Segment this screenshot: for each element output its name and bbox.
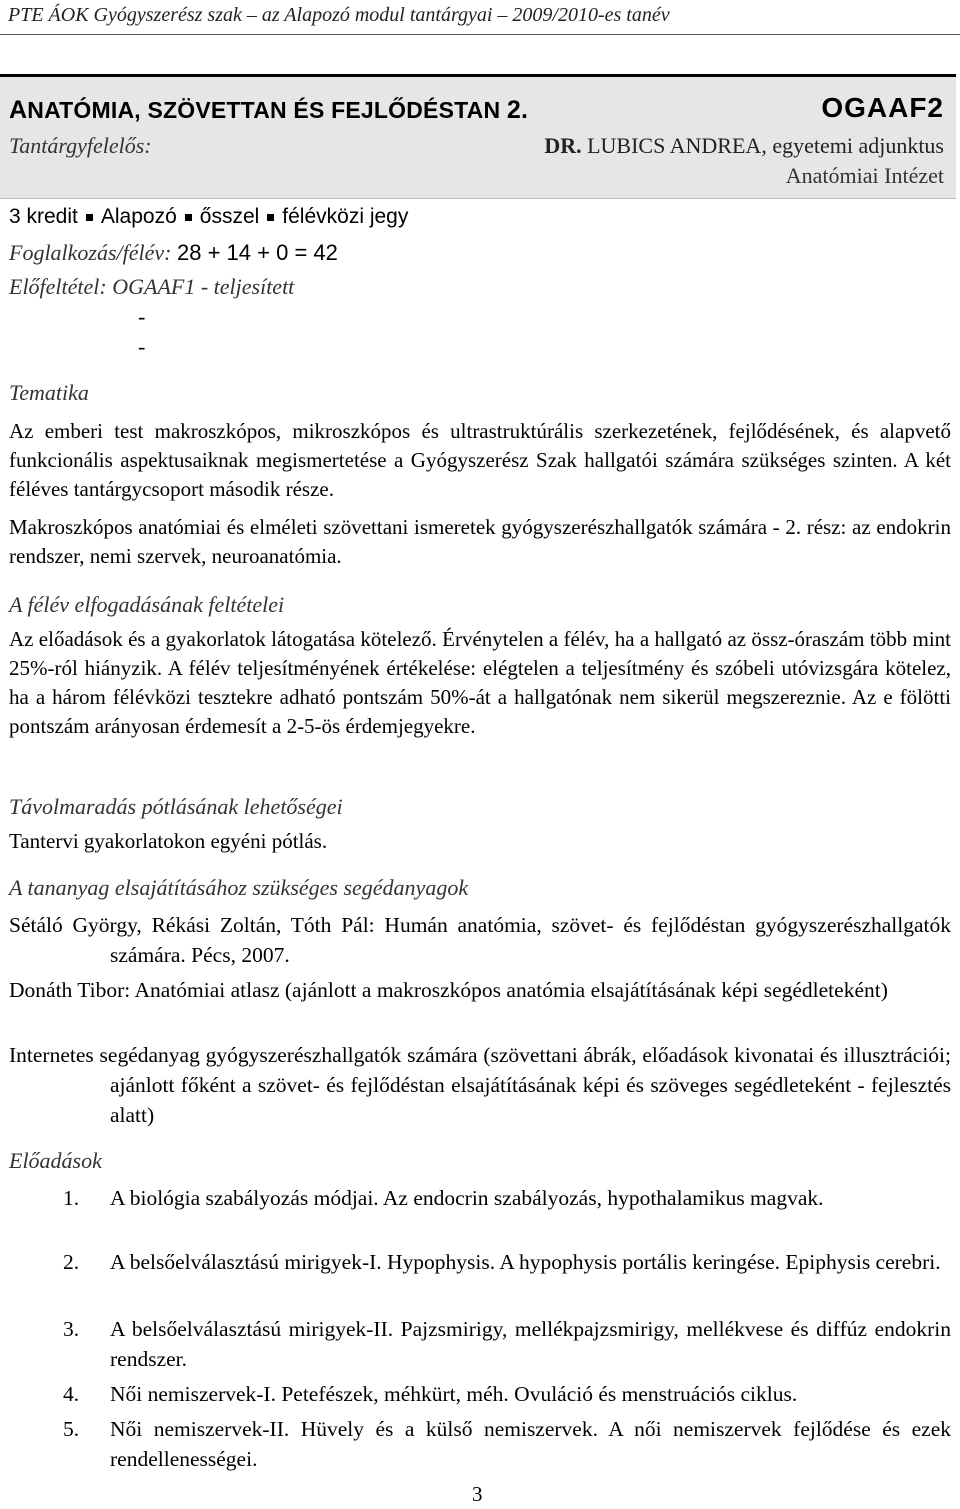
credits: 3 kredit xyxy=(9,205,78,228)
responsible-name xyxy=(544,133,944,159)
material-item: Donáth Tibor: Anatómiai atlasz (ajánlott a makroszkópos anatómia elsajátításának képi segédleteként) xyxy=(9,978,888,1002)
square-bullet-icon xyxy=(86,214,93,221)
prerequisite-dash-2: - xyxy=(138,334,146,359)
hours-label: Foglalkozás/félév: xyxy=(9,240,172,265)
conditions-paragraph: Az előadások és a gyakorlatok látogatása kötelező. Érvénytelen a félév, ha a hallgató az össz-óraszám több mint 25%-ról hiányzik. A félév teljesítményének értékelése: elégtelen a teljesítmény és szóbeli utóvizsgára kötelez, ha a három félévközi tesztekre adható pontszám 50%-át a hallgatónak nem sikerül megszereznie. Az e fölötti pontszám arányosan érdemesít a 2-5-ös érdemjegyekre. xyxy=(9,627,951,738)
square-bullet-icon xyxy=(267,214,274,221)
prerequisite-value: OGAAF1 - teljesített xyxy=(112,274,295,299)
prerequisite-dash-1: - xyxy=(138,304,146,329)
header-rule xyxy=(0,34,960,35)
lecture-item xyxy=(9,1247,951,1277)
lecture-item xyxy=(9,1183,951,1213)
lecture-number: 5. xyxy=(63,1417,80,1441)
course-title-text: NATÓMIA, SZÖVETTAN ÉS FEJLŐDÉSTAN xyxy=(27,97,501,123)
course-title-number: 2. xyxy=(506,96,529,124)
tematika-paragraph-2: Makroszkópos anatómiai és elméleti szövettani ismeretek gyógyszerészhallgatók számára - 2. rész: az endokrin rendszer, nemi szervek, neuroanatómia. xyxy=(9,515,951,568)
lecture-text: A belsőelválasztású mirigyek-II. Pajzsmirigy, mellékpajzsmirigy, mellékvese és diffúz endokrin rendszer. xyxy=(110,1317,951,1371)
tematika-heading: Tematika xyxy=(9,380,89,405)
absence-heading: Távolmaradás pótlásának lehetőségei xyxy=(9,794,343,819)
conditions-heading: A félév elfogadásának feltételei xyxy=(9,592,285,617)
running-header: PTE ÁOK Gyógyszerész szak – az Alapozó modul tantárgyai – 2009/2010-es tanév xyxy=(8,4,670,26)
course-title xyxy=(9,96,528,125)
lecture-item xyxy=(9,1314,951,1374)
lecture-text: Női nemiszervek-II. Hüvely és a külső nemiszervek. A női nemiszervek fejlődése és ezek rendellenességei. xyxy=(110,1417,951,1471)
semester: ősszel xyxy=(199,205,260,228)
responsible-last-name: ANDREA xyxy=(669,133,762,158)
hours-value: 28 + 14 + 0 = 42 xyxy=(177,240,338,265)
lecture-number: 2. xyxy=(63,1250,80,1274)
responsible-rank: , egyetemi adjunktus xyxy=(761,133,944,158)
lecture-text: Női nemiszervek-I. Petefészek, méhkürt, méh. Ovuláció és menstruációs ciklus. xyxy=(110,1382,798,1406)
lectures-heading: Előadások xyxy=(9,1148,102,1173)
prerequisite-label: Előfeltétel: xyxy=(9,274,107,299)
module: Alapozó xyxy=(100,205,177,228)
responsible-title: DR. xyxy=(544,133,582,158)
course-meta-line xyxy=(9,205,408,229)
material-item: Internetes segédanyag gyógyszerészhallgatók számára (szövettani ábrák, előadások kivonatai és illusztrációi; ajánlott főként a szövet- és fejlődéstan elsajátításának képi és szöveges segédleteként - fejlesztés alatt) xyxy=(9,1043,951,1127)
lecture-item xyxy=(9,1414,951,1474)
square-bullet-icon xyxy=(185,214,192,221)
lecture-item xyxy=(9,1379,951,1409)
lecture-number: 4. xyxy=(63,1382,80,1406)
prerequisite-line xyxy=(9,274,294,300)
materials-heading: A tananyag elsajátításához szükséges segédanyagok xyxy=(9,875,469,900)
lecture-number: 3. xyxy=(63,1317,80,1341)
lecture-number: 1. xyxy=(63,1186,80,1210)
course-code: OGAAF2 xyxy=(821,92,944,123)
responsible-label: Tantárgyfelelős: xyxy=(9,133,152,158)
lecture-text: A belsőelválasztású mirigyek-I. Hypophysis. A hypophysis portális keringése. Epiphysis cerebri. xyxy=(110,1250,941,1274)
lecture-text: A biológia szabályozás módjai. Az endocrin szabályozás, hypothalamikus magvak. xyxy=(110,1186,824,1210)
page-number: 3 xyxy=(472,1482,483,1506)
material-item: Sétáló György, Rékási Zoltán, Tóth Pál: Humán anatómia, szövet- és fejlődéstan gyógyszerészhallgatók számára. Pécs, 2007. xyxy=(9,913,951,967)
responsible-first-name: LUBICS xyxy=(587,133,666,158)
absence-paragraph: Tantervi gyakorlatokon egyéni pótlás. xyxy=(9,829,328,853)
hours-line xyxy=(9,240,338,266)
assessment-type: félévközi jegy xyxy=(282,205,409,228)
course-title-initial: A xyxy=(9,96,28,124)
tematika-paragraph: Az emberi test makroszkópos, mikroszkópos és ultrastruktúrális szerkezetének, fejlődésének, és alapvető funkcionális aspektusaiknak megismertetése a Gyógyszerész Szak hallgatói számára szükséges szinten. A két féléves tantárgycsoport második része. xyxy=(9,419,951,501)
responsible-institute: Anatómiai Intézet xyxy=(785,163,944,188)
